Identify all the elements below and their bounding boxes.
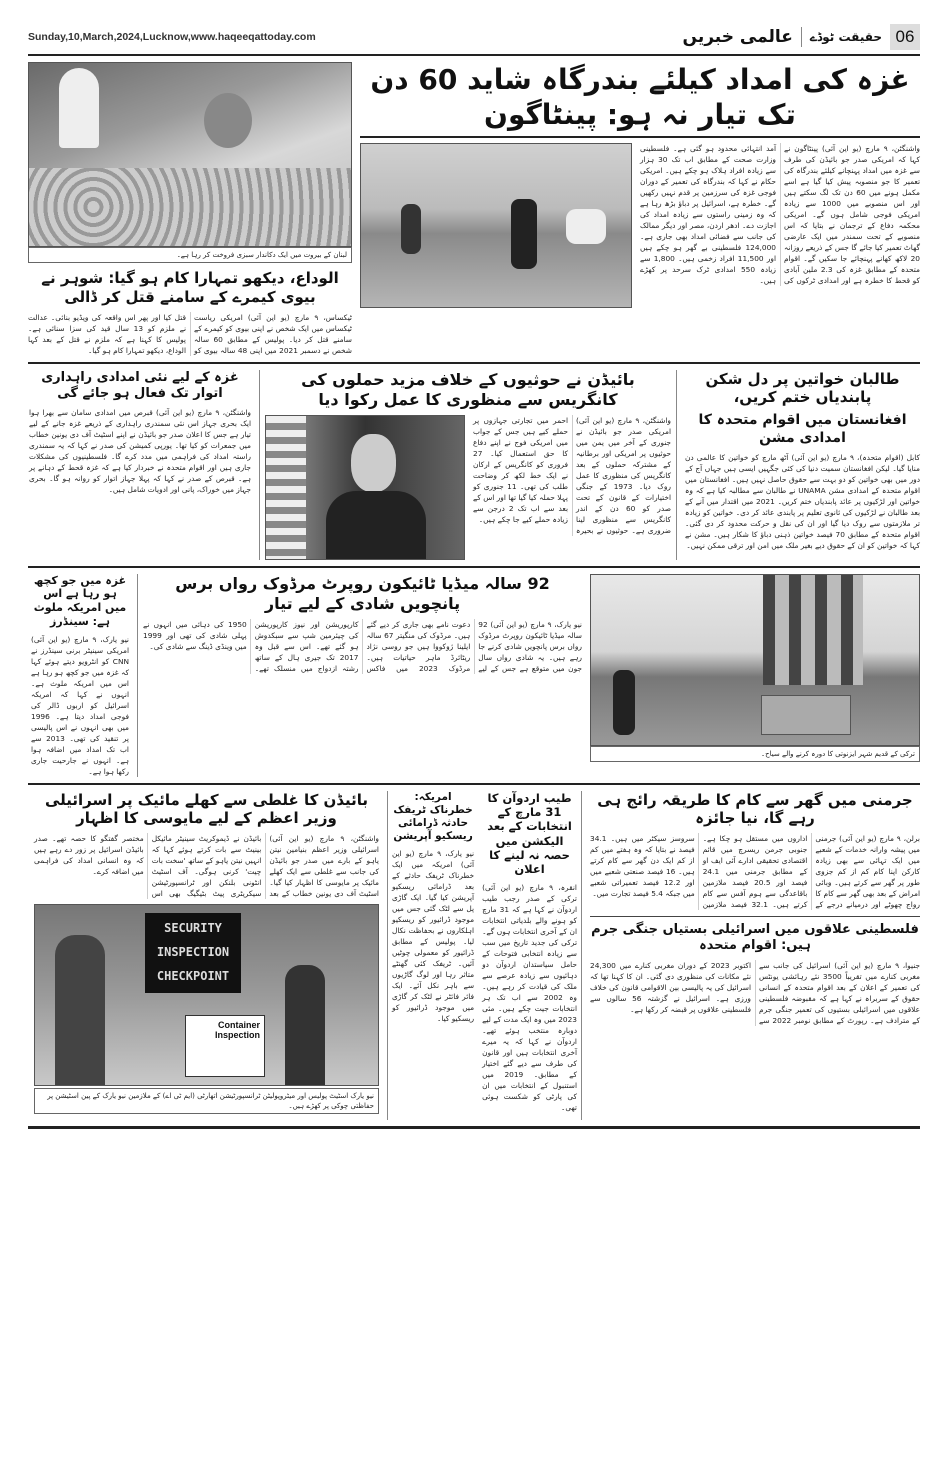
biden-houthi-story: [259, 370, 677, 560]
taliban-headline-1: طالبان خواتین پر دل شکن پابندیاں ختم کریں،: [705, 369, 900, 407]
sanders-body: نیو یارک، ۹ مارچ (یو این آئی) امریکی سینیٹر برنی سینڈرز نے CNN کو انٹرویو دیتے ہوئے کہا کہ غزہ میں جو کچھ ہو رہا ہے اس میں امریکہ ملوث ہے۔ انہوں نے کہا کہ امریکہ اسرائیل کو اربوں ڈالر کی فوجی امداد دیتا ہے۔ 1996 میں بھی انہوں نے اس پالیسی پر تنقید کی تھی۔ 2013 سے اب تک امداد میں اضافہ ہوا ہے۔ انہوں نے جارحیت جاری رکھا ہوا ہے۔: [31, 634, 129, 776]
gaza-corridor-headline: غزہ کے لیے نئی امدادی راہداری اتوار تک فعال ہو جائے گی: [41, 369, 239, 401]
erdogan-body: انقرہ، ۹ مارچ (یو این آئی) ترکی کے صدر رجب طیب اردوآن نے کہا ہے کہ 31 مارچ کو ہونے والے بلدیاتی انتخابات ان کے آخری انتخابات ہوں گے۔ ترکی کی جدید تاریخ میں سب سے زیادہ انتخابی فتوحات کے حامل سیاستدان اردوآن دو دہائیوں سے زیادہ عرصے سے ملک کی قیادت کر رہے ہیں۔ وہ 2002 سے اب تک ہر انتخابات جیت چکے ہیں۔ مئی 2023 میں وہ ایک مدت کے لیے دوبارہ منتخب ہوئے تھے۔ اردوآن نے کہا کہ یہ میرے آخری انتخابات ہیں اور قانون کی طرف سے دیے گئے اختیار کے مطابق۔ 2019 میں استنبول کے انتخابات میں ان کی پارٹی کو شکست ہوئی تھی۔: [482, 882, 577, 1112]
row-fourth: [28, 785, 920, 1130]
germany-headline: جرمنی میں گھر سے کام کا طریقہ رائج ہی رہے گا، نیا جائزہ: [597, 790, 913, 828]
gaza-beach-photo: [360, 143, 632, 308]
sanders-headline: غزہ میں جو کچھ ہو رہا ہے اس میں امریکہ ملوث ہے: سینڈرز: [33, 573, 127, 628]
photo-caption: ترکی کے قدیم شہر ایزنوتی کا دورہ کرنے والے سیاح۔: [590, 746, 920, 762]
checkpoint-sign: SECURITY INSPECTION CHECKPOINT: [145, 913, 241, 993]
taliban-body: کابل (اقوام متحدہ)، ۹ مارچ (یو این آئی) آٹھ مارچ کو خواتین کا عالمی دن منایا گیا۔ لیکن افغانستان سمیت دنیا کی کئی جگہیں ایسی ہیں جہاں آج کے دور میں بھی خواتین کو دو بہت سے حقوق حاصل نہیں ہیں۔ افغانستان میں اقوام متحدہ کے امدادی مشن UNAMA نے طالبان سے مطالبہ کیا ہے کہ وہ خواتین اور لڑکیوں پر عائد پابندیاں ختم کریں۔ 2021 میں اقتدار میں آنے کے بعد طالبان نے لڑکیوں کی ثانوی تعلیم پر پابندی عائد کر دی۔ خواتین کو زیادہ تر ملازمتوں سے روک دیا گیا اور ان کی نقل و حرکت محدود کر دی گئی۔ اقوام متحدہ کے مطابق 70 فیصد خواتین ذہنی دباؤ کا شکار ہیں۔ مشن نے کہا کہ خواتین کو ان کے حقوق دیے بغیر ملک میں امن اور ترقی ممکن نہیں۔: [685, 453, 921, 550]
row-second: [28, 364, 920, 568]
left-story-body: ٹیکساس، ۹ مارچ (یو این آئی) امریکی ریاست ٹیکساس میں ایک شخص نے اپنی بیوی کو کیمرے کے سامنے قتل کر دیا۔ پولیس کے مطابق 60 سالہ شخص نے دسمبر 2021 میں اپنی 48 سالہ بیوی کو قتل کیا اور پھر اس واقعہ کی ویڈیو بنائی۔ عدالت نے ملزم کو 13 سال قید کی سزا سنائی ہے۔ پولیس کا کہنا ہے کہ ملزم نے قتل کے بعد کہا الوداع، دیکھو تمہارا کام ہو گیا۔: [28, 312, 352, 355]
murdoch-headline: 92 سالہ میڈیا ٹائیکون روپرٹ مرڈوک رواں برس پانچویں شادی کے لیے تیار: [175, 573, 550, 613]
germany-body: برلن، ۹ مارچ (یو این آئی) جرمنی میں پیشہ وارانہ خدمات کے شعبے میں ایک تہائی سے بھی زیادہ کارکن اپنا کام کم از کم جزوی طور پر گھر سے کرتے ہیں۔ وبائی امراض کے بعد بھی گھر سے کام کا رواج چھوٹے اور درمیانے درجے کے اداروں میں مستقل ہو چکا ہے۔ جنوبی جرمن ریسرچ میں قائم اقتصادی تحقیقی ادارے آئی ایف او کے مطابق جرمنی میں 24.1 فیصد اور 20.5 فیصد ملازمین باقاعدگی سے ہوم آفس سے کام کرتے ہیں۔ 32.1 فیصد ملازمین سروسز سیکٹر میں ہیں۔ 34.1 فیصد نے بتایا کہ وہ ہفتے میں کم از کم ایک دن گھر سے کام کرتے ہیں۔ 16 فیصد صنعتی شعبے میں اور 12.2 فیصد تعمیراتی شعبے میں جبکہ 5.4 فیصد تجارت میں۔: [590, 834, 920, 909]
row-lead: [28, 56, 920, 364]
vegetable-vendor-photo: [28, 62, 352, 247]
erdogan-traffic-stories: [387, 791, 582, 1121]
masthead: [28, 24, 920, 56]
sanders-story: [31, 574, 129, 777]
lead-headline: غزہ کی امداد کیلئے بندرگاہ شاید 60 دن تک تیار نہ ہو: پینٹاگون: [360, 62, 920, 138]
paper-name: حقیقت ٹوڈے: [809, 30, 882, 44]
masthead-title-group: [683, 24, 920, 50]
gaza-corridor-body: واشنگٹن، ۹ مارچ (یو این آئی) قبرص میں امدادی سامان سے بھرا ہوا ایک بحری جہاز اس نئی سمندری راہداری کے ذریعے غزہ جانے کے لیے تیار ہے جس کا اعلان صدر جو بائیڈن نے اپنے اسٹیٹ آف دی یونین خطاب میں جمعرات کو کیا تھا۔ یورپی کمیشن کی صدر نے کہا کہ یہ سمندری راستہ امداد کی فراہمی میں مدد کرے گا۔ فلسطینیوں کی مشکلات جاری ہیں اور اقوام متحدہ نے خبردار کیا ہے کہ غزہ قحط کے دہانے پر ہے۔ قبرص کے صدر نے کہا کہ پہلا جہاز اتوار کو روانہ ہو گا۔ بحری جہاز میں خوراک، پانی اور ادویات شامل ہیں۔: [29, 408, 251, 494]
section-rule: [590, 916, 920, 1026]
section-title: عالمی خبریں: [683, 27, 802, 47]
palestine-headline: فلسطینی علاقوں میں اسرائیلی بستیاں جنگی جرم ہیں: اقوام متحدہ: [591, 922, 919, 954]
lead-story: [360, 62, 920, 356]
dateline: Sunday,10,March,2024,Lucknow,www.haqeeqattoday.com: [28, 31, 316, 43]
traffic-story: [392, 791, 474, 1025]
right-column-stories: [590, 791, 920, 1121]
taliban-story: [685, 370, 920, 560]
biden-mic-headline: بائیڈن کا غلطی سے کھلے مائیک پر اسرائیلی وزیر اعظم کے لیے مایوسی کا اظہار: [44, 790, 369, 828]
traffic-headline: امریکہ: خطرناک ٹریفک حادثہ ڈرامائی ریسکیو آپریشن: [393, 790, 473, 842]
photo-caption: لبنان کے بیروت میں ایک دکاندار سبزی فروخت کر رہا ہے۔: [28, 247, 352, 263]
left-story-headline: الوداع، دیکھو تمہارا کام ہو گیا: شوہر نے بیوی کیمرے کے سامنے قتل کر ڈالی: [41, 269, 339, 306]
security-checkpoint-photo: [34, 904, 379, 1086]
palestine-body: جنیوا، ۹ مارچ (یو این آئی) اسرائیل کی جانب سے مغربی کنارے میں تقریباً 3500 نئے رہائشی یونٹس کی تعمیر کے اعلان کے بعد اقوام متحدہ کے انسانی حقوق کے سربراہ نے کہا ہے کہ مقبوضہ فلسطینی علاقوں میں اسرائیلی بستیوں کی تعمیر جنگی جرم کے مترادف ہے۔ رپورٹ کے مطابق نومبر 2022 سے اکتوبر 2023 کے دوران مغربی کنارے میں 24,300 نئے مکانات کی منظوری دی گئی۔ ان کا کہنا تھا کہ اسرائیل کی یہ پالیسی بین الاقوامی قانون کی خلاف ورزی ہے۔ اسرائیل نے گزشتہ 56 سالوں سے فلسطینی علاقوں پر قبضہ کر رکھا ہے۔: [590, 960, 921, 1025]
left-story: [28, 62, 352, 356]
page-number: 06: [890, 24, 920, 50]
traffic-body: نیو یارک، ۹ مارچ (یو این آئی) امریکہ میں ایک خطرناک ٹریفک حادثے کے بعد ڈرامائی ریسکیو آپریشن کیا گیا۔ ایک گاڑی پل سے لٹک گئی جس میں موجود ڈرائیور کو ریسکیو اہلکاروں نے بحفاظت نکال لیا۔ پولیس کے مطابق ڈرائیور کو معمولی چوٹیں آئیں۔ ٹریفک کئی گھنٹے متاثر رہا اور لوگ گاڑیوں سے باہر نکل آئے۔ ایک فائر فائٹر نے لٹک کر گاڑی میں موجود ڈرائیور کو ریسکیو کیا۔: [392, 849, 475, 1023]
ruins-photo: [590, 574, 920, 746]
erdogan-story: [482, 791, 577, 1113]
biden-mic-body: واشنگٹن، ۹ مارچ (یو این آئی) اسرائیلی وزیر اعظم بنیامین نیتن یاہو کے بارے میں صدر جو بائیڈن کی جانب سے غلطی سے ایک کھلے مائیک پر مایوسی کا اظہار کیا گیا۔ اسٹیٹ آف دی یونین خطاب کے بعد بائیڈن نے ڈیموکریٹ سینیٹر مائیکل بینیٹ سے بات کرتے ہوئے کہا کہ انہیں نیتن یاہو کے ساتھ 'سخت بات چیت' کرنی ہوگی۔ آف اسٹیٹ انٹونی بلنکن اور ٹرانسپورٹیشن سیکریٹری پیٹ بٹیگیگ بھی اس مختصر گفتگو کا حصہ تھے۔ صدر بائیڈن اسرائیل پر زور دے رہے ہیں کہ وہ انسانی امداد کی فراہمی میں اضافہ کرے۔: [34, 834, 379, 898]
ruins-photo-block: [590, 574, 920, 777]
taliban-headline-2: افغانستان میں اقوام متحدہ کا امدادی مشن: [698, 412, 907, 446]
photo-caption: نیو یارک اسٹیٹ پولیس اور میٹروپولیٹن ٹرانسپورٹیشن اتھارٹی (ایم ٹی اے) کے ملازمین نیو یارک کے پین اسٹیشن پر حفاظتی چوکی پر کھڑے ہیں۔: [34, 1088, 379, 1114]
biden-photo: [265, 415, 465, 560]
biden-houthi-headline: بائیڈن نے حوثیوں کے خلاف مزید حملوں کی کانگریس سے منظوری کا عمل رکوا دیا: [301, 369, 635, 409]
lead-body: واشنگٹن، ۹ مارچ (یو این آئی) پینٹاگون نے کہا کہ امریکی صدر جو بائیڈن کی طرف سے غزہ میں امداد پہنچانے کیلئے بندرگاہ کی تعمیر کا جو منصوبہ پیش کیا گیا ہے اسے مکمل ہونے میں 60 دن تک لگ سکتے ہیں اور اس منصوبے میں 1000 سے زیادہ امریکی فوجی شامل ہوں گے۔ امریکی محکمہ دفاع کے ترجمان نے بتایا کہ اس منصوبے کے تحت سمندر میں ایک عارضی گھاٹ تعمیر کیا جائے گا جس کے ذریعے روزانہ 20 لاکھ کھانے پہنچائے جا سکیں گے۔ اقوام متحدہ کے مطابق غزہ کی 2.3 ملین آبادی کو قحط کا خطرہ ہے اور امدادی ٹرکوں کی آمد انتہائی محدود ہو گئی ہے۔ فلسطینی وزارت صحت کے مطابق اب تک 30 ہزار سے زیادہ افراد ہلاک ہو چکے ہیں۔ امریکی حکام نے کہا کہ بندرگاہ کی تعمیر کے دوران فوجی غزہ کی سرزمین پر قدم نہیں رکھیں گے۔ خطرہ ہے، اسرائیل پر دباؤ بڑھ رہا ہے کہ وہ زمینی راستوں سے زیادہ امداد کی اجازت دے۔ ادھر اردن، مصر اور دیگر ممالک کی جانب سے فضائی امداد بھی جاری ہے۔ 124,000 فلسطینی بے گھر ہو چکے ہیں اور 11,500 افراد زخمی ہیں۔ 1,800 سے زیادہ 550 امدادی ٹرک سرحد پر کھڑے ہیں۔: [640, 144, 921, 285]
biden-houthi-body: واشنگٹن، ۹ مارچ (یو این آئی) امریکی صدر جو بائیڈن نے جنوری کے آخر میں یمن میں حوثیوں پر امریکی اور برطانیہ کے مشترکہ حملوں کے بعد کانگریس کی منظوری کا عمل روک دیا۔ 1973 کے جنگی اختیارات کے قانون کے تحت صدر کو 60 دن کے اندر کانگریس سے منظوری لینا ضروری ہے۔ حوثیوں نے بحیرہ احمر میں تجارتی جہازوں پر حملے کیے ہیں جس کے جواب میں امریکی فوج نے اپنے دفاع کا حق استعمال کیا۔ 27 فروری کو کانگریس کے ارکان نے ایک خط لکھ کر وضاحت طلب کی تھی۔ 11 جنوری کو پہلا حملہ کیا گیا تھا اور اس کے بعد سے اب تک 2 درجن سے زیادہ حملے کیے جا چکے ہیں۔: [473, 415, 671, 535]
biden-mic-story: [34, 791, 379, 1121]
gaza-corridor-story: [29, 370, 251, 560]
murdoch-story: [137, 574, 582, 777]
murdoch-body: نیو یارک، ۹ مارچ (یو این آئی) 92 سالہ میڈیا ٹائیکون روپرٹ مرڈوک رواں برس پانچویں شادی کرنے جا رہے ہیں۔ یہ شادی رواں سال جون میں متوقع ہے جس کے لیے دعوت نامے بھی جاری کر دیے گئے ہیں۔ مرڈوک کی منگیتر 67 سالہ ایلینا ژوکووا ہیں جو روسی نژاد ریٹائرڈ ماہر حیاتیات ہیں۔ مرڈوک 2023 میں فاکس کارپوریشن اور نیوز کارپوریشن کی چیئرمین شپ سے سبکدوش ہو گئے تھے۔ اس سے قبل وہ 2017 تک جیری ہال کے ساتھ رشتہ ازدواج میں منسلک تھے۔ 1950 کی دہائی میں انہوں نے پہلی شادی کی تھی اور 1999 میں وینڈی ڈینگ سے شادی کی۔: [143, 619, 582, 673]
row-third: [28, 568, 920, 785]
erdogan-headline: طیب اردوآن کا 31 مارچ کے انتخابات کے بعد الیکشن میں حصہ نہ لینے کا اعلان: [487, 790, 572, 877]
inspection-board: Container Inspection: [185, 1015, 265, 1077]
